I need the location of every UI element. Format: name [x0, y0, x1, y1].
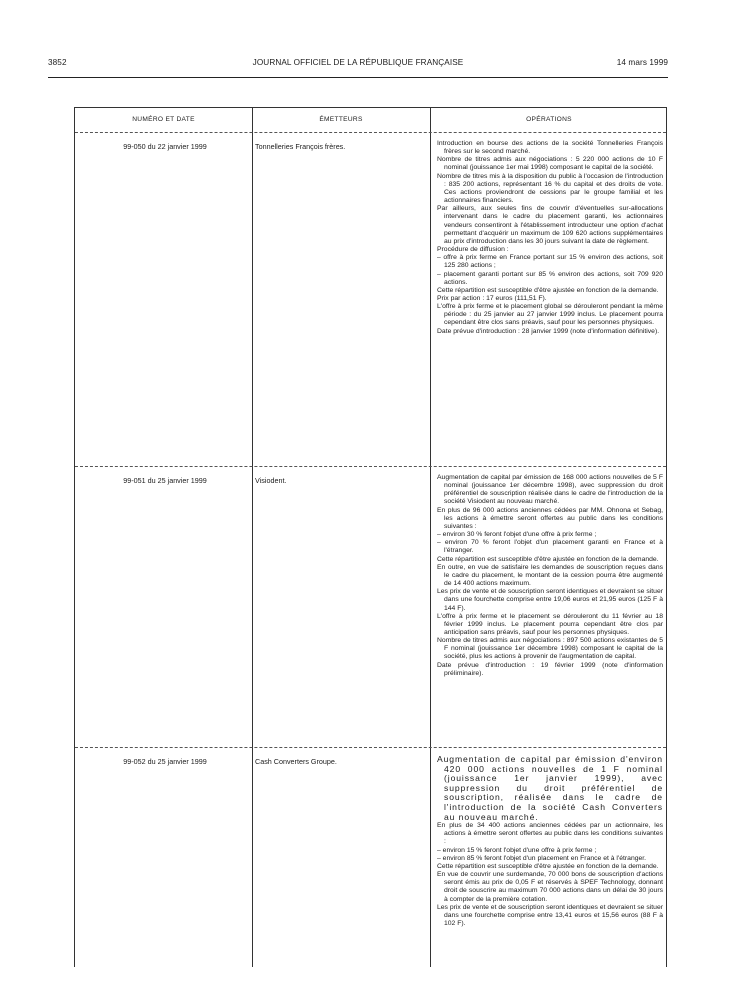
operation-paragraph: Date prévue d'introduction : 28 janvier 1999 (note d'information définitive).: [437, 327, 660, 335]
operation-paragraph: En vue de couvrir une surdemande, 70 000 bons de souscription d'actions seront émis au prix de 0,05 F et réservés à SPEF Technology, donnant droit de souscrire au maximum 70 000 actions dans un délai de 30 jours à compter de la première cotation.: [437, 871, 663, 903]
operation-paragraph: Nombre de titres mis à la disposition du public à l'occasion de l'introduction : 835 200 actions, représentant 16 % du capital et des droits de vote. Ces actions proviendront de cessions par le groupe familial et les actionnaires financiers.: [437, 172, 663, 205]
row-operations: [437, 755, 663, 928]
row-issuer: Tonnelleries François frères.: [255, 142, 346, 151]
page-header: [48, 58, 668, 72]
issue-date: 14 mars 1999: [616, 58, 668, 67]
row-operations: [437, 474, 663, 678]
table-row: [75, 747, 666, 968]
operations-table: [74, 107, 667, 967]
operation-paragraph: L'offre à prix ferme et le placement global se dérouleront pendant la même période : du 25 janvier au 27 janvier 1999 inclus. Le placement pourra cependant être clos sans préavis, sauf pour les personnes physiques.: [437, 303, 663, 327]
operation-paragraph: – environ 15 % feront l'objet d'une offre à prix ferme ;: [437, 846, 597, 854]
row-number-date: 99-051 du 25 janvier 1999: [123, 476, 207, 485]
operation-paragraph: Cette répartition est susceptible d'être ajustée en fonction de la demande.: [437, 862, 659, 870]
operation-paragraph: Les prix de vente et de souscription seront identiques et devraient se situer dans une fourchette comprise entre 13,41 euros et 15,56 euros (88 F à 102 F).: [437, 903, 663, 928]
operation-paragraph: Prix par action : 17 euros (111,51 F).: [437, 294, 547, 302]
column-header-number-date: NUMÉRO ET DATE: [132, 116, 195, 123]
operation-paragraph: Cette répartition est susceptible d'être ajustée en fonction de la demande.: [437, 286, 659, 294]
operation-paragraph: En plus de 96 000 actions anciennes cédées par MM. Ohnona et Sebag, les actions à émettre seront offertes au public dans les conditions suivantes :: [437, 506, 663, 530]
operation-paragraph: L'offre à prix ferme et le placement se dérouleront du 11 février au 18 février 1999 inclus. Le placement pourra cependant être clos par anticipation sans préavis, sauf pour les personnes physiques.: [437, 612, 663, 636]
row-operations: [437, 140, 663, 336]
operation-paragraph: Procédure de diffusion :: [437, 246, 509, 254]
operation-paragraph: Augmentation de capital par émission de 168 000 actions nouvelles de 5 F nominal (jouissance 1er décembre 1998), avec suppression du droit préférentiel de souscription réalisée dans le cadre de l'introduction de la société Visiodent au nouveau marché.: [437, 474, 663, 506]
operation-paragraph: Introduction en bourse des actions de la société Tonnelleries François frères sur le second marché.: [437, 140, 663, 156]
column-header-issuers: ÉMETTEURS: [319, 116, 363, 123]
operation-paragraph: Cette répartition est susceptible d'être ajustée en fonction de la demande.: [437, 555, 659, 563]
row-issuer: Cash Converters Groupe.: [255, 757, 337, 766]
operation-paragraph: Nombre de titres admis aux négociations : 5 220 000 actions de 10 F nominal (jouissance 1er mai 1998) composant le capital de la société.: [437, 156, 663, 172]
table-row: [75, 466, 666, 747]
row-issuer: Visiodent.: [255, 476, 287, 485]
page-number: 3852: [48, 58, 67, 67]
operation-paragraph: Les prix de vente et de souscription seront identiques et devraient se situer dans une fourchette comprise entre 19,06 euros et 21,95 euros (125 F à 144 F).: [437, 588, 663, 612]
operation-paragraph: – environ 70 % feront l'objet d'un placement garanti en France et à l'étranger.: [437, 539, 663, 555]
table-row: [75, 132, 666, 466]
table-header: [75, 108, 666, 133]
operation-paragraph: Date prévue d'introduction : 19 février 1999 (note d'information préliminaire).: [437, 661, 663, 677]
operation-paragraph: En outre, en vue de satisfaire les demandes de souscription reçues dans le cadre du placement, le montant de la cession pourra être augmenté de 14 400 actions maximum.: [437, 563, 663, 588]
operation-paragraph: Par ailleurs, aux seules fins de couvrir d'éventuelles sur-allocations intervenant dans le cadre du placement garanti, les actionnaires vendeurs consentiront à l'établissement introducteur une option d'achat permettant d'acquérir un maximum de 109 620 actions supplémentaires au prix d'introduction dans les 30 jours suivant la date de règlement.: [437, 205, 663, 245]
operation-paragraph: Augmentation de capital par émission d'environ 420 000 actions nouvelles de 1 F nominal (jouissance 1er janvier 1999), avec suppression du droit préférentiel de souscription, réalisée dans le cadre de l'introduction de la société Cash Converters au nouveau marché.: [437, 754, 663, 822]
operation-paragraph: – environ 30 % feront l'objet d'une offre à prix ferme ;: [437, 531, 597, 539]
operation-paragraph: – offre à prix ferme en France portant sur 15 % environ des actions, soit 125 280 actions ;: [437, 254, 663, 270]
operation-paragraph: – placement garanti portant sur 85 % environ des actions, soit 709 920 actions.: [437, 270, 663, 286]
column-header-operations: OPÉRATIONS: [526, 116, 572, 123]
operation-paragraph: Nombre de titres admis aux négociations : 897 500 actions existantes de 5 F nominal (jouissance 1er décembre 1998) composant le capital de la société, plus les actions à provenir de l'augmentation de capital.: [437, 637, 663, 661]
row-number-date: 99-052 du 25 janvier 1999: [123, 757, 207, 766]
operation-paragraph: – environ 85 % feront l'objet d'un placement en France et à l'étranger.: [437, 854, 647, 862]
operation-paragraph: En plus de 34 400 actions anciennes cédées par un actionnaire, les actions à émettre seront offertes au public dans les conditions suivantes :: [437, 822, 663, 846]
header-rule: [48, 77, 668, 78]
journal-title: JOURNAL OFFICIEL DE LA RÉPUBLIQUE FRANÇAISE: [252, 58, 464, 67]
row-number-date: 99-050 du 22 janvier 1999: [123, 142, 207, 151]
